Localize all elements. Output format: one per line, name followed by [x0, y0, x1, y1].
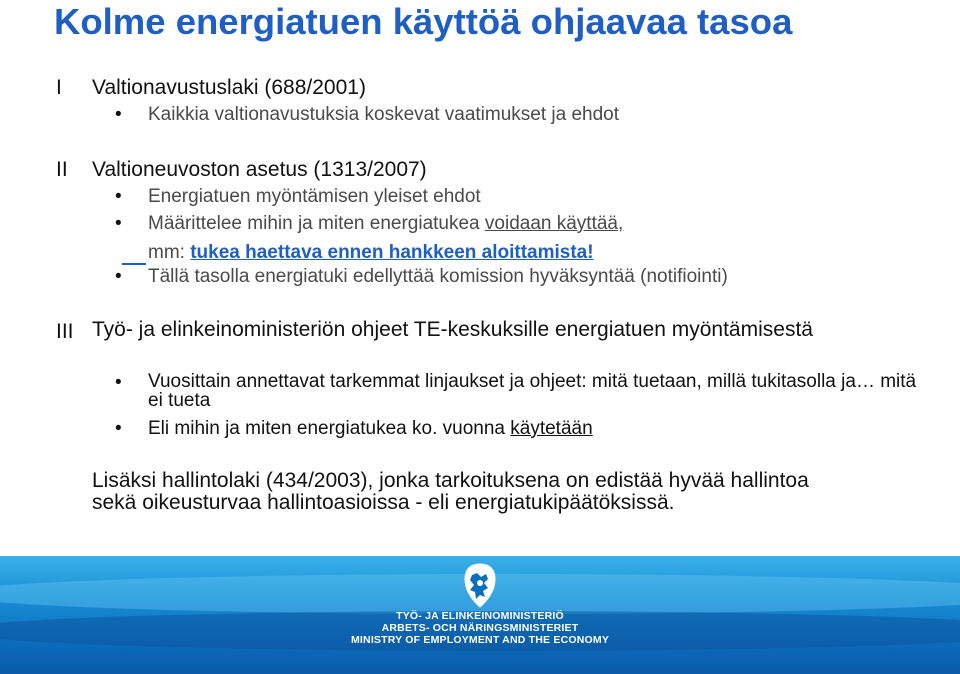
section-2-bullet-2-continuation: [148, 242, 594, 263]
ministry-name-fi: TYÖ- JA ELINKEINOMINISTERIÖ: [396, 610, 564, 622]
bullet-dot: •: [115, 104, 122, 125]
ministry-name-sv: ARBETS- OCH NÄRINGSMINISTERIET: [381, 622, 579, 634]
ministry-name-en: MINISTRY OF EMPLOYMENT AND THE ECONOMY: [350, 634, 610, 646]
section-2-number: II: [56, 158, 68, 181]
bullet-dot: •: [115, 186, 122, 207]
continuation-prefix: mm:: [148, 242, 191, 263]
ministry-name: [330, 610, 630, 646]
bullet-text: Eli mihin ja miten energiatukea ko. vuonna: [148, 418, 511, 439]
slide-title: Kolme energiatuen käyttöä ohjaavaa tasoa: [54, 1, 793, 42]
ministry-lion-logo-icon: [455, 561, 505, 611]
bullet-dot: •: [115, 266, 122, 287]
bullet-text: Energiatuen myöntämisen yleiset ehdot: [148, 186, 481, 207]
emphasis-text: tukea haettava ennen hankkeen aloittamista!: [190, 242, 594, 263]
footer-banner: [0, 556, 960, 674]
note-line-2: sekä oikeusturvaa hallintoasioissa - eli energiatukipäätöksissä.: [92, 491, 675, 514]
bullet-text: Kaikkia valtionavustuksia koskevat vaatimukset ja ehdot: [148, 104, 620, 125]
section-1-heading: Valtionavustuslaki (688/2001): [92, 76, 366, 99]
bullet-text: Tällä tasolla energiatuki edellyttää komission hyväksyntää (notifiointi): [148, 266, 728, 287]
additional-note: [92, 470, 942, 514]
bullet-dot: •: [115, 372, 122, 393]
section-3-number: III: [56, 320, 74, 343]
bullet-text: Vuosittain annettavat tarkemmat linjaukset ja ohjeet: mitä tuetaan, millä tukitasolla ja… mitä ei tueta: [148, 371, 917, 411]
bullet-dot: •: [115, 418, 122, 439]
section-3-heading: Työ- ja elinkeinoministeriön ohjeet TE-keskuksille energiatuen myöntämisestä: [92, 318, 813, 341]
section-1-number: I: [56, 76, 62, 99]
bullet-text: Määrittelee mihin ja miten energiatukea: [148, 213, 485, 234]
note-line-1: Lisäksi hallintolaki (434/2003), jonka tarkoituksena on edistää hyvää hallintoa: [92, 469, 809, 492]
section-2-heading: Valtioneuvoston asetus (1313/2007): [92, 158, 427, 181]
underlined-phrase: käytetään: [510, 418, 593, 439]
underlined-phrase: voidaan käyttää,: [484, 213, 624, 234]
bullet-dot: •: [115, 213, 122, 234]
underline-decoration: [122, 263, 146, 265]
